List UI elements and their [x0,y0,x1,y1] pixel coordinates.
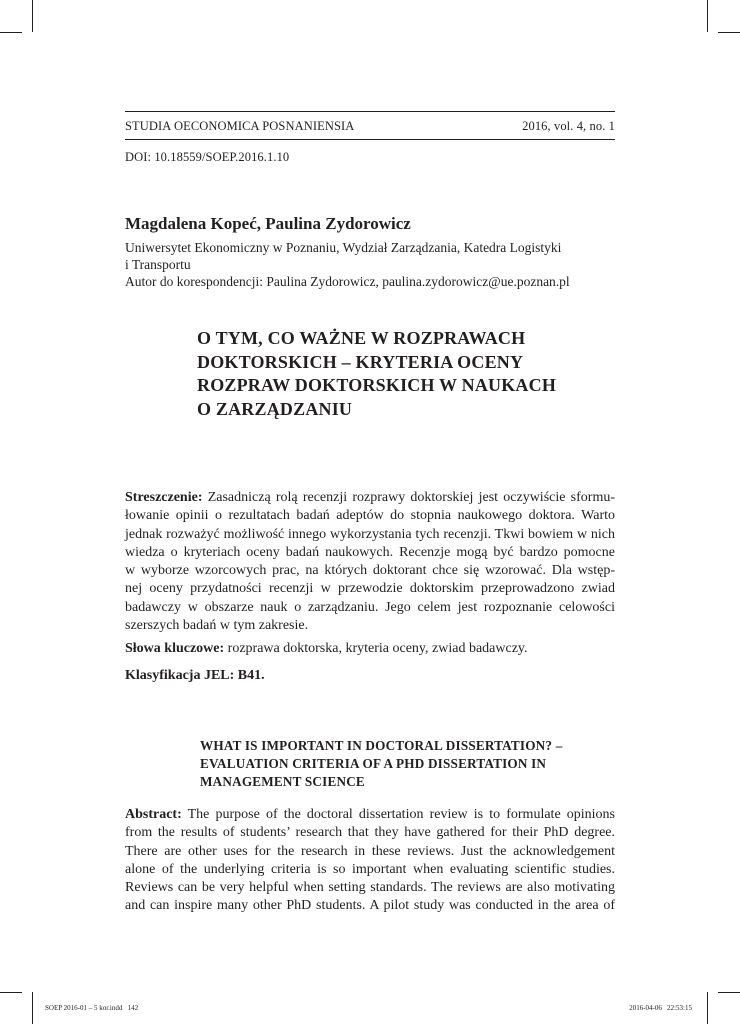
title-line: DOKTORSKICH – KRYTERIA OCENY [197,351,524,372]
keywords-text: rozprawa doktorska, kryteria oceny, zwiad badawczy. [224,641,528,656]
title-line: O TYM, CO WAŻNE W ROZPRAWACH [197,328,526,348]
abstract-line: from the results of students’ research that they have gathered for their PhD degree. [125,825,615,841]
streszczenie-line: szerszych badań w tym zakresie. [125,618,309,634]
abstract-line: Abstract: The purpose of the doctoral dissertation review is to formulate opinions [125,807,615,822]
header-bottom-rule [125,139,615,140]
title-line: O ZARZĄDZANIU [197,398,353,419]
jel-classification: Klasyfikacja JEL: B41. [125,668,265,683]
title-line: ROZPRAW DOKTORSKICH W NAUKACH [197,375,557,395]
abstract [125,806,615,916]
abstract-line: and can inspire many other PhD students. A pilot study was conducted in the area of [125,898,615,914]
authors: Magdalena Kopeć, Paulina Zydorowicz [125,214,411,233]
affiliation [125,239,570,290]
correspondence-line: Autor do korespondencji: Paulina Zydorowicz, paulina.zydorowicz@ue.poznan.pl [125,274,570,289]
crop-mark [32,0,33,32]
streszczenie-line: wiedza o kryteriach oceny badań naukowych. Recenzje mogą być bardzo pomocne [125,544,615,560]
keywords-label: Słowa kluczowe: [125,641,225,656]
article-title-pl [197,327,617,421]
article-title-en [200,737,620,791]
streszczenie-line: w wyborze wzorcowych prac, na których doktorant chce się wzorować. Dla wstęp- [125,563,615,579]
title-en-line: MANAGEMENT SCIENCE [200,774,365,789]
journal-name: STUDIA OECONOMICA POSNANIENSIA [125,119,355,133]
header-top-rule [125,111,615,112]
streszczenie-line: Streszczenie: Zasadniczą rolą recenzji rozprawy doktorskiej jest oczywiście sformu- [125,490,615,505]
streszczenie-line: nej oceny przydatności recenzji w przewodzie doktorskim przeprowadzono zwiad [125,581,615,597]
title-en-line: WHAT IS IMPORTANT IN DOCTORAL DISSERTATION? – [200,738,563,753]
abstract-label: Abstract: [125,807,182,822]
streszczenie-line: jednak rozważyć możliwość innego wykorzystania tych recenzji. Tkwi bowiem w nich [125,526,615,542]
keywords [125,640,528,658]
print-slug-file: SOEP 2016-01 – 5 kor.indd 142 [45,1004,139,1012]
streszczenie-line: łowanie opinii o rezultatach badań adeptów do stopnia naukowego doktora. Warto [125,508,615,524]
affiliation-line: Uniwersytet Ekonomiczny w Poznaniu, Wydział Zarządzania, Katedra Logistyki [125,240,562,255]
crop-mark [32,992,33,1024]
affiliation-line: i Transportu [125,257,191,272]
streszczenie [125,489,615,635]
crop-mark [707,992,708,1024]
issue-info: 2016, vol. 4, no. 1 [522,119,615,133]
abstract-line: There are other uses for the research in these reviews. Just the acknowledgement [125,843,615,859]
doi: DOI: 10.18559/SOEP.2016.1.10 [125,150,290,164]
crop-mark [718,32,740,33]
streszczenie-label: Streszczenie: [125,490,203,505]
abstract-line: Reviews can be very helpful when setting standards. The reviews are also motivating [125,880,615,896]
streszczenie-line: badawczy w obszarze nauk o zarządzaniu. Jego celem jest rozpoznanie celowości [125,599,615,615]
crop-mark [0,992,22,993]
crop-mark [718,992,740,993]
crop-mark [707,0,708,32]
abstract-line: alone of the underlying criteria is so important when evaluating scientific studies. [125,861,615,877]
crop-mark [0,32,22,33]
title-en-line: EVALUATION CRITERIA OF A PHD DISSERTATION IN [200,756,547,771]
print-slug-date: 2016-04-06 22:53:15 [629,1004,692,1012]
